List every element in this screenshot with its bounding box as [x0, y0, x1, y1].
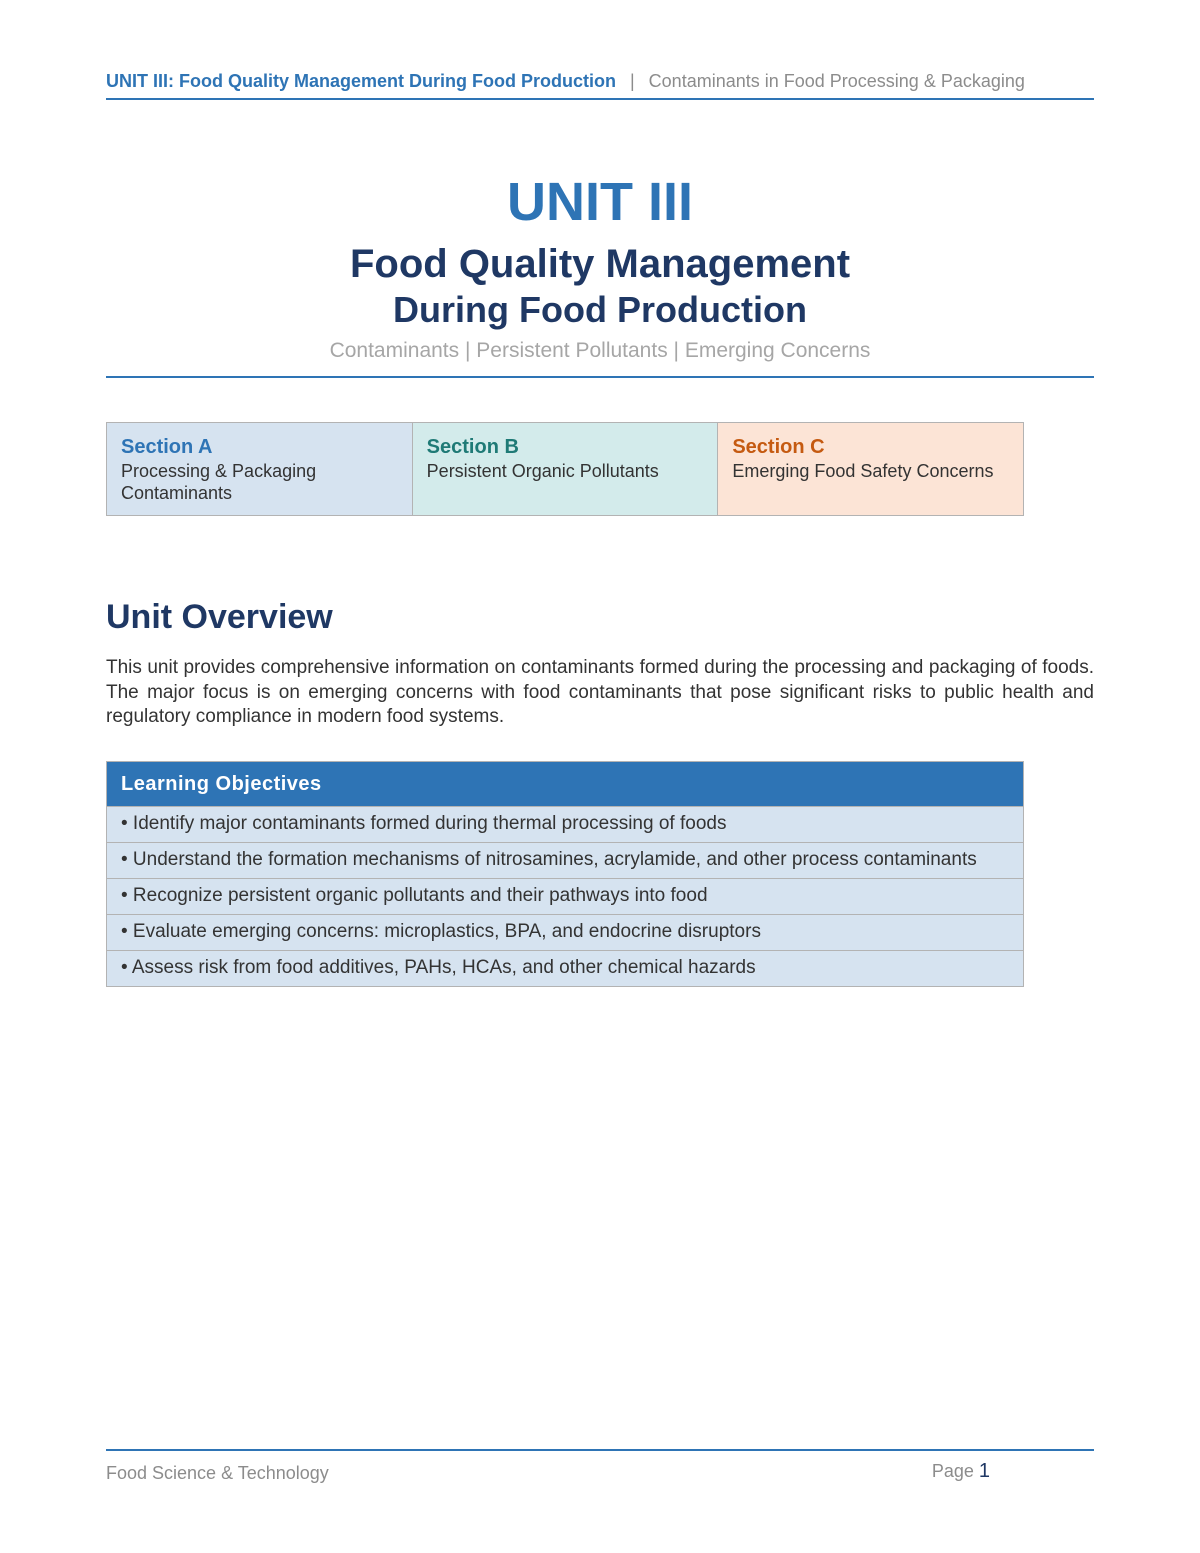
section-a-cell	[107, 423, 413, 515]
header-topic: Contaminants in Food Processing & Packaging	[648, 71, 1025, 91]
overview-paragraph: This unit provides comprehensive information on contaminants formed during the processing and packaging of foods. The major focus is on emerging concerns with food contaminants that pose significant risks to public health and regulatory compliance in modern food systems.	[106, 657, 1094, 727]
header-separator: |	[629, 71, 635, 91]
page-indicator	[932, 1459, 990, 1483]
section-c-description: Emerging Food Safety Concerns	[732, 461, 994, 481]
page-number: 1	[978, 1460, 990, 1482]
section-a-description: Processing & Packaging Contaminants	[121, 461, 317, 503]
footer-divider	[106, 1449, 1094, 1451]
footer-course-name: Food Science & Technology	[106, 1463, 329, 1483]
unit-label: UNIT III	[507, 172, 693, 232]
section-a-title: Section A	[121, 436, 213, 458]
objective-item: • Understand the formation mechanisms of nitrosamines, acrylamide, and other process contaminants	[107, 842, 1023, 878]
learning-objectives-heading: Learning Objectives	[107, 762, 1023, 806]
subtitle: Contaminants | Persistent Pollutants | Emerging Concerns	[329, 339, 871, 362]
objective-item: • Evaluate emerging concerns: microplastics, BPA, and endocrine disruptors	[107, 914, 1023, 950]
title-block	[106, 170, 1094, 366]
title-divider	[106, 376, 1094, 378]
section-b-cell	[413, 423, 719, 515]
main-title: Food Quality Management	[349, 242, 851, 286]
section-c-title: Section C	[732, 436, 825, 458]
overview-heading: Unit Overview	[106, 598, 333, 636]
objective-item: • Identify major contaminants formed during thermal processing of foods	[107, 806, 1023, 842]
section-b-title: Section B	[426, 436, 519, 458]
main-title-line-2: During Food Production	[393, 289, 807, 330]
objective-item: • Assess risk from food additives, PAHs, HCAs, and other chemical hazards	[107, 950, 1023, 986]
section-b-description: Persistent Organic Pollutants	[426, 461, 659, 481]
header-unit-title: UNIT III: Food Quality Management During Food Production	[106, 71, 616, 91]
running-header	[106, 68, 1094, 100]
page-label: Page	[931, 1461, 974, 1481]
sections-table	[106, 422, 1024, 516]
objective-item: • Recognize persistent organic pollutants and their pathways into food	[107, 878, 1023, 914]
section-c-cell	[718, 423, 1023, 515]
learning-objectives-table	[106, 761, 1024, 987]
